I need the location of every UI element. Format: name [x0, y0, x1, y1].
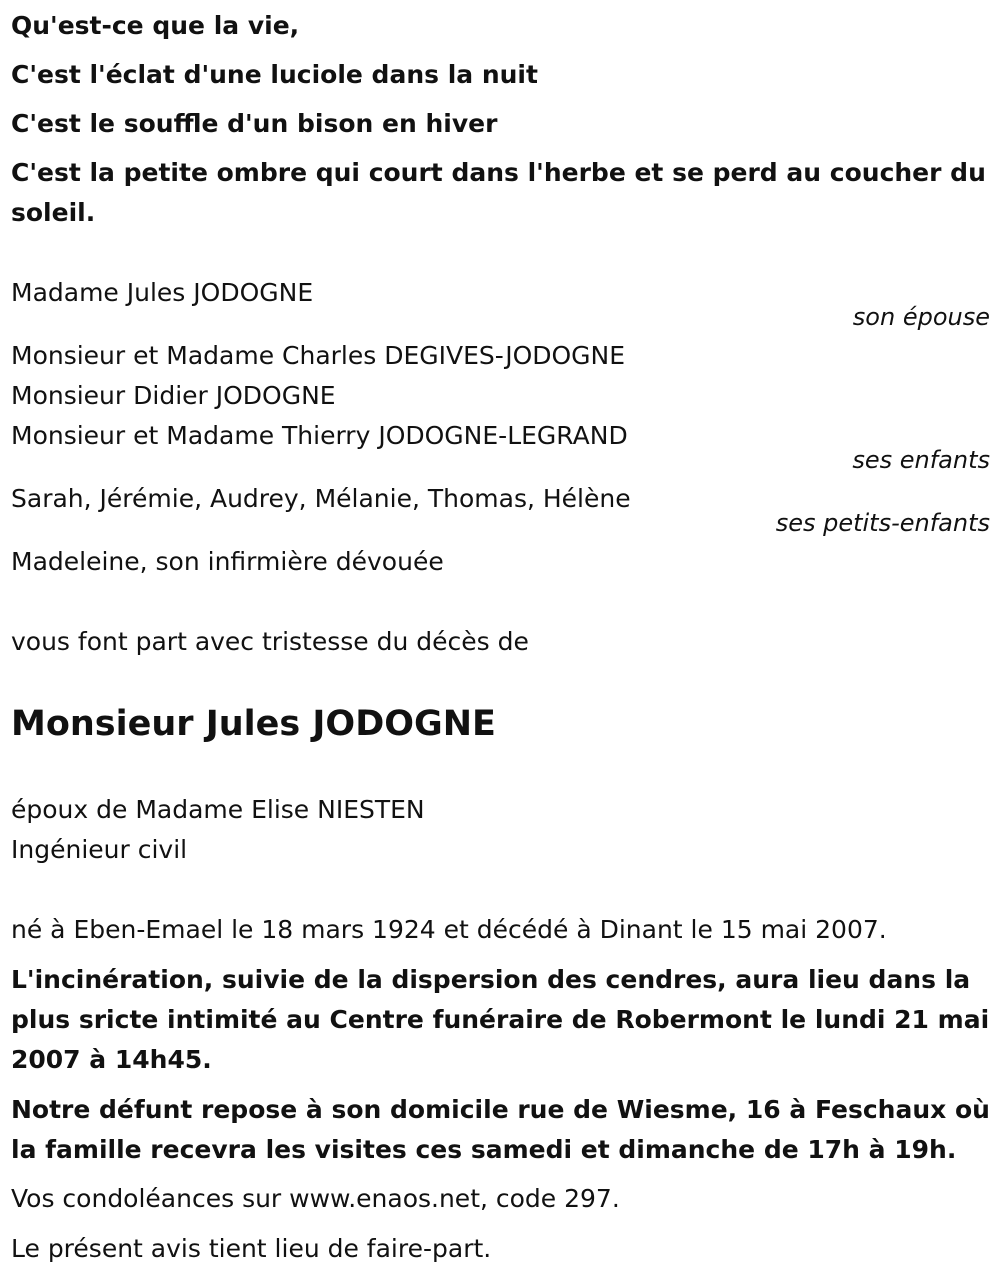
deceased-profession: Ingénieur civil — [11, 835, 188, 864]
poem-line-3: C'est le souffle d'un bison en hiver — [11, 109, 498, 138]
deceased-spouse: époux de Madame Elise NIESTEN — [11, 795, 425, 824]
poem-line-5: soleil. — [11, 198, 96, 227]
ceremony-line-2: plus sricte intimité au Centre funéraire de Robermont le lundi 21 mai — [11, 1005, 990, 1034]
child-2: Monsieur Didier JODOGNE — [11, 381, 336, 410]
poem-line-4: C'est la petite ombre qui court dans l'herbe et se perd au coucher du — [11, 158, 986, 187]
spouse-role: son épouse — [852, 303, 990, 331]
notice: Le présent avis tient lieu de faire-part. — [11, 1234, 492, 1263]
poem-line-1: Qu'est-ce que la vie, — [11, 11, 300, 40]
poem-line-2: C'est l'éclat d'une luciole dans la nuit — [11, 60, 538, 89]
grandchildren-role: ses petits-enfants — [775, 509, 990, 537]
ceremony-line-1: L'incinération, suivie de la dispersion des cendres, aura lieu dans la — [11, 965, 971, 994]
child-1: Monsieur et Madame Charles DEGIVES-JODOGNE — [11, 341, 626, 370]
visitation-line-1: Notre défunt repose à son domicile rue de Wiesme, 16 à Feschaux où — [11, 1095, 990, 1124]
visitation-line-2: la famille recevra les visites ces samedi et dimanche de 17h à 19h. — [11, 1135, 957, 1164]
children-role: ses enfants — [852, 446, 990, 474]
child-3: Monsieur et Madame Thierry JODOGNE-LEGRAND — [11, 421, 628, 450]
ceremony-line-3: 2007 à 14h45. — [11, 1045, 212, 1074]
spouse-name: Madame Jules JODOGNE — [11, 278, 314, 307]
birth-death: né à Eben-Emael le 18 mars 1924 et décédé à Dinant le 15 mai 2007. — [11, 915, 887, 944]
nurse: Madeleine, son infirmière dévouée — [11, 547, 444, 576]
announcement: vous font part avec tristesse du décès de — [11, 627, 529, 656]
condolences: Vos condoléances sur www.enaos.net, code 297. — [11, 1184, 620, 1213]
deceased-name: Monsieur Jules JODOGNE — [11, 704, 496, 744]
grandchildren: Sarah, Jérémie, Audrey, Mélanie, Thomas, Hélène — [11, 484, 631, 513]
